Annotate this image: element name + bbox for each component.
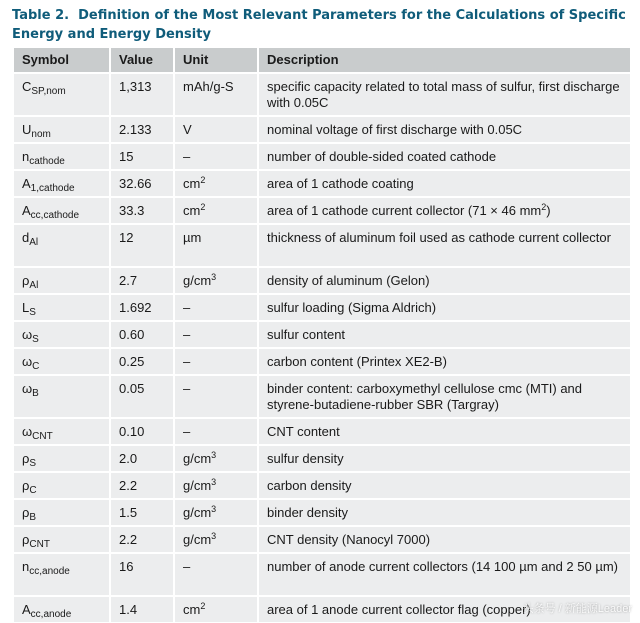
cell-value: 12 (111, 223, 175, 266)
cell-value: 1.692 (111, 293, 175, 320)
cell-description (259, 196, 630, 223)
unit-text: cm (183, 602, 201, 617)
cell-symbol (14, 595, 111, 622)
cell-unit (175, 266, 259, 293)
symbol-text: ρ (22, 478, 30, 493)
header-unit: Unit (175, 48, 259, 72)
description-text: area of 1 anode current collector flag (copper) (267, 602, 531, 617)
symbol-subscript: CNT (32, 431, 53, 442)
table-row (14, 142, 630, 169)
description-text: carbon content (Printex XE2-B) (267, 354, 447, 369)
cell-symbol (14, 471, 111, 498)
cell-description (259, 320, 630, 347)
symbol-text: n (22, 559, 30, 574)
cell-value: 32.66 (111, 169, 175, 196)
symbol-subscript: cathode (29, 156, 65, 167)
symbol-text: ω (22, 354, 33, 369)
symbol-subscript: SP,nom (31, 86, 66, 97)
symbol-text: L (22, 300, 30, 315)
cell-value: 2.7 (111, 266, 175, 293)
unit-text: µm (183, 230, 202, 245)
symbol-subscript: cc,cathode (30, 210, 80, 221)
cell-value: 2.2 (111, 471, 175, 498)
cell-unit (175, 417, 259, 444)
table-row (14, 223, 630, 266)
table-row (14, 417, 630, 444)
unit-text: g/cm (183, 273, 212, 288)
symbol-text: A (22, 176, 31, 191)
header-value: Value (111, 48, 175, 72)
cell-value: 1.5 (111, 498, 175, 525)
table-header-row (14, 48, 630, 72)
table-caption (12, 6, 632, 44)
symbol-text: U (22, 122, 32, 137)
cell-description (259, 347, 630, 374)
cell-value: 15 (111, 142, 175, 169)
table-row (14, 444, 630, 471)
symbol-text: C (22, 79, 32, 94)
table-row (14, 320, 630, 347)
symbol-subscript: Al (29, 237, 39, 248)
cell-unit (175, 115, 259, 142)
cell-description (259, 223, 630, 266)
cell-symbol (14, 374, 111, 417)
unit-text: – (183, 424, 191, 439)
symbol-text: A (22, 203, 31, 218)
symbol-subscript: S (29, 458, 37, 469)
unit-superscript: 3 (211, 504, 217, 514)
description-text: specific capacity related to total mass of sulfur, first discharge with 0.05C (267, 79, 620, 110)
description-text: number of anode current collectors (14 100 µm and 2 50 µm) (267, 559, 618, 574)
symbol-subscript: B (29, 512, 37, 523)
cell-value: 2.2 (111, 525, 175, 552)
unit-text: – (183, 300, 191, 315)
cell-symbol (14, 293, 111, 320)
cell-unit (175, 444, 259, 471)
cell-symbol (14, 525, 111, 552)
cell-unit (175, 169, 259, 196)
cell-unit (175, 347, 259, 374)
table-body (14, 72, 630, 622)
symbol-text: ρ (22, 532, 30, 547)
cell-description (259, 72, 630, 115)
unit-superscript: 2 (200, 202, 206, 212)
unit-text: g/cm (183, 451, 212, 466)
cell-symbol (14, 196, 111, 223)
table-row (14, 552, 630, 595)
unit-text: V (183, 122, 192, 137)
table-row (14, 525, 630, 552)
cell-unit (175, 142, 259, 169)
header-description: Description (259, 48, 630, 72)
description-text: density of aluminum (Gelon) (267, 273, 430, 288)
cell-unit (175, 595, 259, 622)
unit-text: cm (183, 203, 201, 218)
cell-value: 0.25 (111, 347, 175, 374)
cell-symbol (14, 320, 111, 347)
watermark: 头条号 / 新能源Leader (522, 603, 632, 615)
cell-description (259, 417, 630, 444)
symbol-subscript: B (32, 388, 39, 399)
description-text: area of 1 cathode current collector (71 × 46 mm (267, 203, 542, 218)
unit-superscript: 3 (211, 477, 217, 487)
cell-description (259, 115, 630, 142)
cell-unit (175, 498, 259, 525)
symbol-text: d (22, 230, 30, 245)
symbol-subscript: Al (29, 280, 39, 291)
unit-text: – (183, 381, 191, 396)
cell-unit (175, 223, 259, 266)
symbol-text: ω (22, 381, 33, 396)
description-text: binder density (267, 505, 348, 520)
cell-unit (175, 471, 259, 498)
description-text: sulfur loading (Sigma Aldrich) (267, 300, 437, 315)
symbol-subscript: C (32, 361, 40, 372)
table-row (14, 293, 630, 320)
description-text: sulfur content (267, 327, 346, 342)
cell-description (259, 293, 630, 320)
cell-value: 16 (111, 552, 175, 595)
cell-value: 0.10 (111, 417, 175, 444)
description-text: carbon density (267, 478, 352, 493)
cell-description (259, 142, 630, 169)
cell-symbol (14, 142, 111, 169)
cell-symbol (14, 266, 111, 293)
symbol-subscript: 1,cathode (30, 183, 75, 194)
cell-description (259, 525, 630, 552)
cell-unit (175, 320, 259, 347)
table-row (14, 72, 630, 115)
symbol-text: n (22, 149, 30, 164)
unit-superscript: 2 (200, 175, 206, 185)
description-text: area of 1 cathode coating (267, 176, 414, 191)
symbol-subscript: C (29, 485, 37, 496)
cell-symbol (14, 169, 111, 196)
unit-text: cm (183, 176, 201, 191)
description-text: sulfur density (267, 451, 344, 466)
table-row (14, 115, 630, 142)
cell-value: 2.0 (111, 444, 175, 471)
cell-symbol (14, 498, 111, 525)
cell-value: 1.4 (111, 595, 175, 622)
unit-superscript: 2 (200, 601, 206, 611)
caption-title: Definition of the Most Relevant Parameters for the Calculations of Specific Energy and Energy Density (12, 8, 626, 42)
unit-text: mAh/g-S (183, 79, 234, 94)
caption-label: Table 2. (12, 8, 70, 23)
table-row (14, 196, 630, 223)
cell-symbol (14, 223, 111, 266)
symbol-subscript: CNT (29, 539, 50, 550)
cell-unit (175, 552, 259, 595)
cell-value: 0.05 (111, 374, 175, 417)
cell-description (259, 374, 630, 417)
symbol-text: ρ (22, 505, 30, 520)
symbol-subscript: cc,anode (30, 609, 72, 620)
table-row (14, 169, 630, 196)
table-row (14, 347, 630, 374)
cell-symbol (14, 347, 111, 374)
description-tail: ) (546, 203, 551, 218)
description-text: binder content: carboxymethyl cellulose cmc (MTI) and styrene-butadiene-rubber SBR (Targray) (267, 381, 583, 412)
parameters-table (14, 48, 630, 622)
symbol-text: ω (22, 424, 33, 439)
cell-unit (175, 525, 259, 552)
cell-symbol (14, 444, 111, 471)
symbol-text: ω (22, 327, 33, 342)
cell-unit (175, 374, 259, 417)
cell-value: 0.60 (111, 320, 175, 347)
symbol-text: A (22, 602, 31, 617)
symbol-text: ρ (22, 273, 30, 288)
symbol-subscript: nom (31, 129, 51, 140)
header-symbol: Symbol (14, 48, 111, 72)
cell-unit (175, 196, 259, 223)
table-row (14, 471, 630, 498)
cell-description (259, 552, 630, 595)
description-superscript: 2 (541, 202, 547, 212)
cell-value: 1,313 (111, 72, 175, 115)
description-text: number of double-sided coated cathode (267, 149, 497, 164)
unit-text: g/cm (183, 478, 212, 493)
cell-description (259, 471, 630, 498)
table-row (14, 266, 630, 293)
unit-text: g/cm (183, 505, 212, 520)
unit-superscript: 3 (211, 450, 217, 460)
cell-description (259, 169, 630, 196)
unit-text: – (183, 327, 191, 342)
symbol-subscript: S (32, 334, 39, 345)
cell-description (259, 498, 630, 525)
cell-value: 33.3 (111, 196, 175, 223)
table-row (14, 498, 630, 525)
unit-superscript: 3 (211, 272, 217, 282)
cell-value: 2.133 (111, 115, 175, 142)
symbol-text: ρ (22, 451, 30, 466)
cell-unit (175, 72, 259, 115)
unit-text: – (183, 559, 191, 574)
cell-symbol (14, 417, 111, 444)
unit-text: g/cm (183, 532, 212, 547)
cell-description (259, 266, 630, 293)
unit-text: – (183, 354, 191, 369)
description-text: nominal voltage of first discharge with 0.05C (267, 122, 523, 137)
cell-symbol (14, 552, 111, 595)
cell-description (259, 444, 630, 471)
cell-unit (175, 293, 259, 320)
cell-symbol (14, 115, 111, 142)
description-text: thickness of aluminum foil used as cathode current collector (267, 230, 611, 245)
description-text: CNT content (267, 424, 340, 439)
table-row (14, 374, 630, 417)
unit-superscript: 3 (211, 531, 217, 541)
unit-text: – (183, 149, 191, 164)
cell-symbol (14, 72, 111, 115)
symbol-subscript: S (29, 307, 36, 318)
description-text: CNT density (Nanocyl 7000) (267, 532, 431, 547)
symbol-subscript: cc,anode (29, 566, 70, 577)
